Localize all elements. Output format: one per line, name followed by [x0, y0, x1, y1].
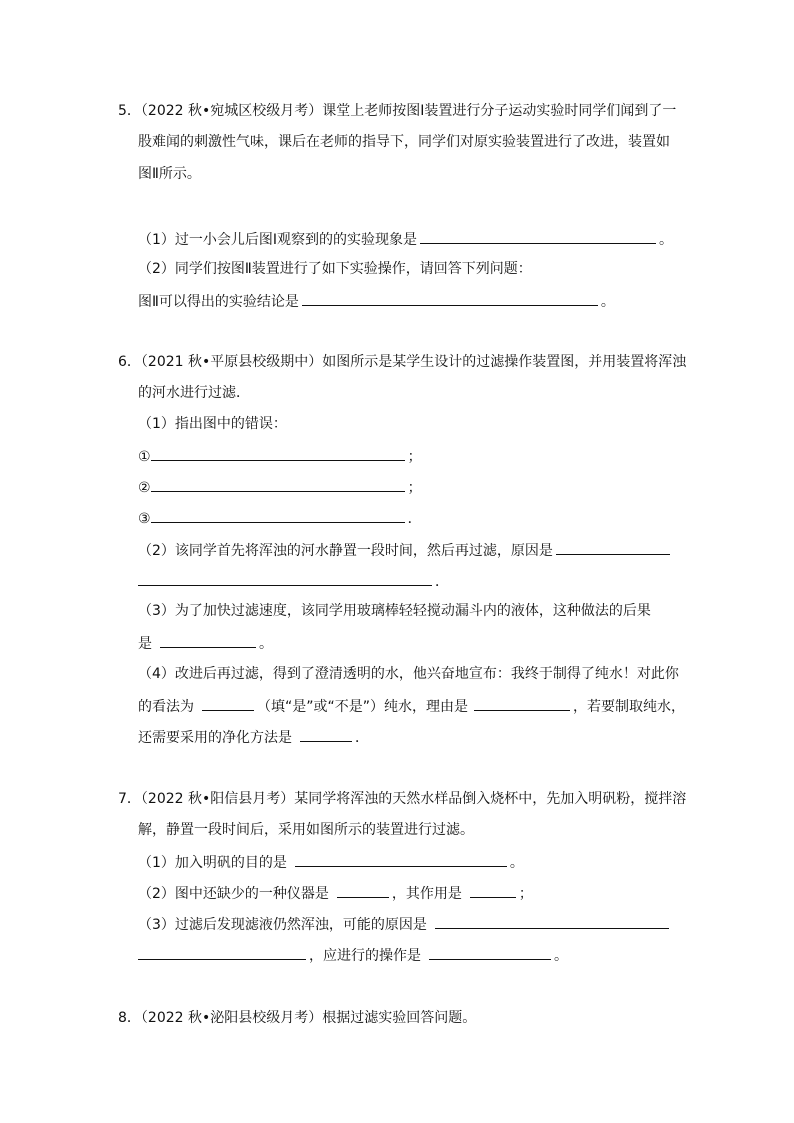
q5-part-1 [138, 228, 673, 248]
q6-error-3-blank[interactable] [151, 507, 405, 523]
q5-part-3-text: 图Ⅱ可以得出的实验结论是 [138, 294, 299, 310]
q6-error-1 [138, 445, 422, 465]
q6-part-4-end: ． [355, 730, 369, 746]
q6-part-3-line-2 [138, 632, 273, 652]
q5-answer-blank-1[interactable] [420, 228, 656, 244]
q5-answer-blank-2[interactable] [302, 290, 598, 306]
q6-line-2: 的河水进行过滤． [138, 385, 250, 401]
q7-part-2-end: ； [518, 886, 533, 902]
q7-part-3-blank-b[interactable] [138, 944, 306, 960]
q6-part-4-text-d: 还需要采用的净化方法是 [138, 730, 292, 746]
q6-error-3-mark: ③ [138, 511, 151, 527]
q6-part-3-end: 。 [259, 636, 273, 652]
q6-error-2 [138, 476, 422, 496]
q7-part-2 [138, 882, 533, 902]
q6-part-4-text-c: ，若要制取纯水， [573, 699, 686, 715]
q7-part-3-blank-c[interactable] [429, 944, 551, 960]
q7-part-3-text: （3）过滤后发现滤液仍然浑浊，可能的原因是 [138, 917, 427, 933]
q6-part-4-line-3 [138, 726, 369, 746]
q6-part-3-line-1: （3）为了加快过滤速度，该同学用玻璃棒轻轻搅动漏斗内的液体，这种做法的后果 [138, 603, 651, 619]
q7-part-2-blank-1[interactable] [337, 882, 389, 898]
q7-part-2-blank-2[interactable] [470, 882, 516, 898]
q6-part-2 [138, 539, 673, 559]
q6-error-2-end: ； [407, 480, 422, 496]
q7-part-3-text-b: ，应进行的操作是 [309, 948, 421, 964]
q6-part-4-line-2 [138, 695, 685, 715]
q8-line-1: 8．（2022 秋•泌阳县校级月考）根据过滤实验回答问题。 [118, 1010, 477, 1026]
q6-error-3 [138, 507, 422, 527]
q7-part-3-blank-a[interactable] [435, 913, 669, 929]
q6-error-3-end: ． [407, 511, 422, 527]
q6-part-2-blank-a[interactable] [556, 539, 670, 555]
q7-part-2-text-a: （2）图中还缺少的一种仪器是 [138, 886, 329, 902]
q6-part-2-cont [138, 570, 449, 590]
q7-part-1 [138, 851, 524, 871]
q6-part-3-start: 是 [138, 636, 152, 652]
q6-part-2-end: ． [435, 574, 449, 590]
q5-part-3-end: 。 [600, 294, 615, 310]
q6-line-1: 6．（2021 秋•平原县校级期中）如图所示是某学生设计的过滤操作装置图，并用装置将浑浊 [118, 354, 687, 370]
q6-part-4-text-b: （填“是”或“不是”）纯水，理由是 [257, 699, 469, 715]
q6-error-1-end: ； [407, 449, 422, 465]
q6-error-2-blank[interactable] [151, 476, 405, 492]
q5-part-1-text: （1）过一小会儿后图Ⅰ观察到的的实验现象是 [138, 232, 418, 248]
q7-part-3-end: 。 [554, 948, 568, 964]
q7-part-2-text-b: ，其作用是 [391, 886, 462, 902]
q5-part-3 [138, 290, 615, 310]
q6-part-4-blank-3[interactable] [300, 726, 352, 742]
q5-part-1-end: 。 [659, 232, 674, 248]
q6-error-1-blank[interactable] [151, 445, 405, 461]
q6-part-4-line-1: （4）改进后再过滤，得到了澄清透明的水，他兴奋地宣布：我终于制得了纯水！对此你 [138, 666, 679, 682]
q7-part-1-blank[interactable] [295, 851, 507, 867]
q5-part-2: （2）同学们按图Ⅱ装置进行了如下实验操作，请回答下列问题： [138, 261, 532, 277]
q6-part-2-text: （2）该同学首先将浑浊的河水静置一段时间，然后再过滤，原因是 [138, 543, 553, 559]
q6-part-3-blank[interactable] [160, 632, 256, 648]
q5-line-3: 图Ⅱ所示。 [138, 166, 201, 182]
q7-part-3 [138, 913, 672, 933]
q5-line-1: 5．（2022 秋•宛城区校级月考）课堂上老师按图Ⅰ装置进行分子运动实验时同学们闻到了一 [118, 103, 677, 119]
q6-part-1: （1）指出图中的错误： [138, 416, 287, 432]
q6-part-4-blank-1[interactable] [202, 695, 254, 711]
q6-part-2-blank-b[interactable] [138, 570, 432, 586]
q7-line-1: 7．（2022 秋•阳信县月考）某同学将浑浊的天然水样品倒入烧杯中，先加入明矾粉，搅拌溶 [118, 791, 687, 807]
q6-error-1-mark: ① [138, 449, 151, 465]
q6-part-4-blank-2[interactable] [474, 695, 570, 711]
q7-line-2: 解，静置一段时间后，采用如图所示的装置进行过滤。 [138, 822, 474, 838]
q7-part-1-text: （1）加入明矾的目的是 [138, 855, 287, 871]
q6-part-4-text-a: 的看法为 [138, 699, 194, 715]
q5-line-2: 股难闻的刺激性气味，课后在老师的指导下，同学们对原实验装置进行了改进，装置如 [138, 134, 670, 150]
q6-error-2-mark: ② [138, 480, 151, 496]
q7-part-3-cont [138, 944, 568, 964]
q7-part-1-end: 。 [509, 855, 524, 871]
